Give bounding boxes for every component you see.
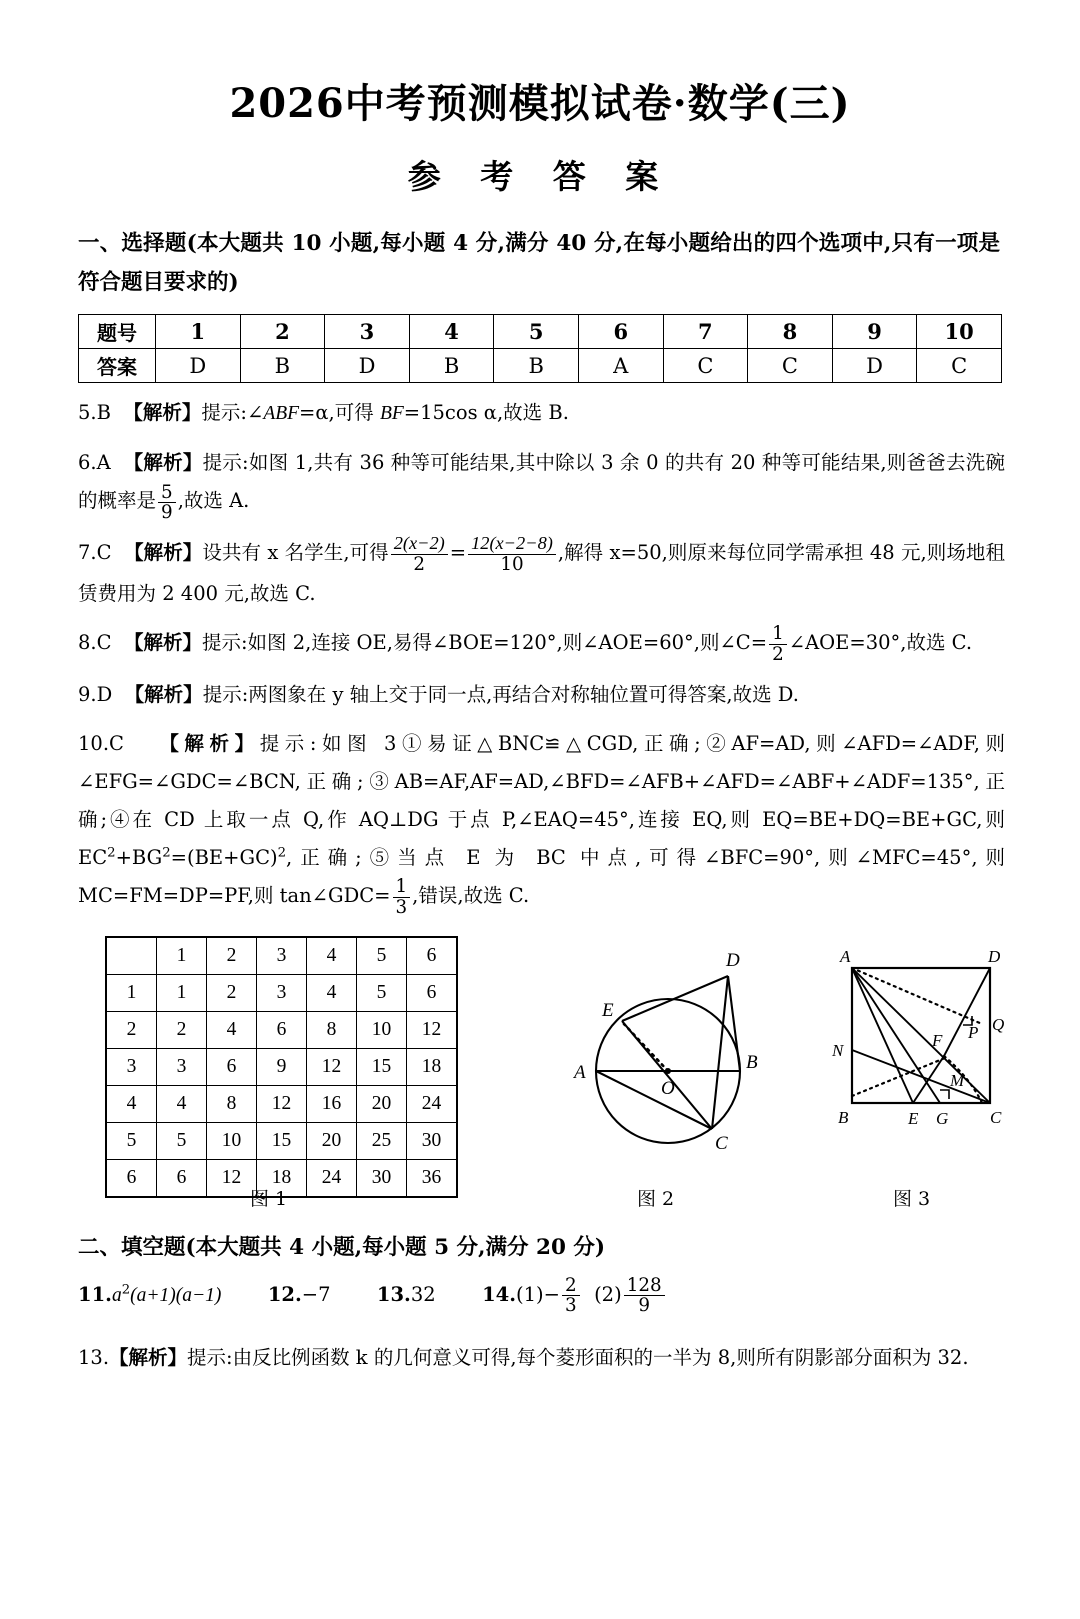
question-number-cell: 8 (748, 315, 833, 349)
mul-cell-header: 1 (157, 937, 207, 975)
table-row (106, 1048, 457, 1085)
question-number-cell: 10 (917, 315, 1002, 349)
mul-cell: 2 (207, 974, 257, 1011)
fraction-denominator: 9 (158, 502, 176, 522)
answer-13-value: 32 (410, 1282, 436, 1306)
explanation-7-tag: 【解析】 (124, 541, 203, 565)
answer-cell: C (663, 349, 748, 383)
mul-cell: 1 (157, 974, 207, 1011)
mul-cell: 3 (257, 974, 307, 1011)
center-point-O (665, 1068, 671, 1074)
answer-cell: C (917, 349, 1002, 383)
fraction-denominator: 3 (562, 1295, 580, 1315)
row-label-answer: 答案 (79, 349, 156, 383)
explanation-10-part1: 提示:如图 3①易证△BNC≌△CGD,正确;②AF=AD,则∠AFD=∠ADF,则∠EFG=∠GDC=∠BCN,正确;③AB=AF,AF=AD,∠BFD=∠AFB+∠AFD=∠ABF+∠ADF=135°,正确;④在 CD 上取一点 Q,作 AQ⊥DG 于点 P,∠EAQ=45°,连接 EQ,则 EQ=BE+DQ=BE+GC,则 EC (78, 731, 1005, 869)
label-F: F (932, 1030, 943, 1050)
answer-key-table (78, 314, 1002, 383)
question-number-cell: 3 (325, 315, 410, 349)
mul-cell-rowhead: 5 (106, 1122, 157, 1159)
mul-cell: 3 (157, 1048, 207, 1085)
mul-cell: 18 (407, 1048, 458, 1085)
explanation-10-sup2: 2 (162, 845, 171, 861)
explanation-10-sup1: 2 (107, 845, 116, 861)
answer-12-value: −7 (301, 1282, 331, 1306)
figure-3-caption: 图 3 (893, 1187, 931, 1210)
section-one-heading: 一、选择题(本大题共 10 小题,每小题 4 分,满分 40 分,在每小题给出的四个选项中,只有一项是符合题目要求的) (78, 231, 1000, 296)
explanation-item-8: 8.C 【解析】提示:如图 2,连接 OE,易得∠BOE=120°,则∠AOE=60°,则∠C= $\frac{1}{2}$ ∠AOE=30°,故选 C. (78, 623, 973, 665)
explanation-7-tail: ,解得 x=50,则原来每位同学需承担 48 元,则场地租赁费用为 2 400 元,故选 C. (78, 541, 1005, 605)
explanation-6-tag: 【解析】 (123, 451, 203, 475)
label-E: E (602, 999, 614, 1021)
explanation-7-lead: 设共有 x 名学生,可得 (202, 541, 389, 565)
mul-cell: 4 (157, 1085, 207, 1122)
figure-1-caption: 图 1 (250, 1187, 288, 1210)
segment-DB (728, 976, 740, 1071)
label-D: D (988, 946, 1001, 966)
label-N: N (832, 1040, 844, 1060)
row-label-question: 题号 (79, 315, 156, 349)
mul-cell: 6 (157, 1159, 207, 1197)
answer-key-table-wrapper (78, 314, 1002, 383)
explanation-13-number: 13. (78, 1345, 110, 1369)
mul-cell-header: 5 (357, 937, 407, 975)
mul-cell: 15 (357, 1048, 407, 1085)
answer-14-number: 14. (482, 1282, 517, 1306)
fraction-numerator: 128 (626, 1275, 662, 1297)
answer-cell: C (748, 349, 833, 383)
figure-2-circle-diagram (560, 936, 810, 1176)
explanation-10-part4: ,正确;⑤当点 E 为 BC 中点,可得∠BFC=90°,则∠MFC=45°,则 MC=FM=DP=PF,则 tan∠GDC= (78, 845, 1005, 907)
mul-cell: 30 (357, 1159, 407, 1197)
figure-3-square-diagram (820, 938, 1050, 1173)
mul-cell: 12 (257, 1085, 307, 1122)
label-O: O (661, 1077, 675, 1099)
multiplication-table (105, 936, 458, 1198)
figures-row (0, 932, 1080, 1222)
answer-11-rest: (a+1)(a−1) (130, 1284, 222, 1306)
label-Q: Q (992, 1014, 1005, 1034)
question-number-cell: 6 (578, 315, 663, 349)
question-number-cell: 9 (832, 315, 917, 349)
mul-cell: 18 (257, 1159, 307, 1197)
table-row (106, 1011, 457, 1048)
mul-cell-rowhead: 3 (106, 1048, 157, 1085)
table-row (106, 1122, 457, 1159)
table-row-question-numbers (79, 315, 1002, 349)
explanation-8-tail: ∠AOE=30°,故选 C. (788, 630, 973, 654)
explanation-item-9: 9.D 【解析】提示:两图象在 y 轴上交于同一点,再结合对称轴位置可得答案,故选 D. (78, 682, 799, 706)
right-angle-mark-G (940, 1090, 949, 1099)
label-C: C (715, 1132, 728, 1154)
fraction-numerator: 1 (395, 876, 408, 898)
mul-cell: 4 (207, 1011, 257, 1048)
mul-cell: 16 (307, 1085, 357, 1122)
figure-2-svg (560, 936, 810, 1176)
segment-EF (913, 1056, 944, 1103)
fraction-numerator: 2(x−2) (393, 533, 445, 554)
answer-cell: B (494, 349, 579, 383)
explanation-5-p4: =15cos α,故选 B. (403, 401, 569, 425)
label-B: B (746, 1051, 758, 1073)
explanation-5-p0: 提示:∠ (201, 401, 264, 425)
fraction-numerator: 5 (161, 481, 173, 503)
explanation-item-10: 10.C 【解析】提示:如图 3①易证△BNC≌△CGD,正确;②AF=AD,则∠AFD=∠ADF,则∠EFG=∠GDC=∠BCN,正确;③AB=AF,AF=AD,∠BFD=∠AFB+∠AFD=∠ABF+∠ADF=135°,正确;④在 CD 上取一点 Q,作 AQ⊥DG 于点 P,∠EAQ=45°,连接 EQ,则 EQ=BE+DQ=BE+GC,则 $EC^2+BG^2=(BE+GC)^2$,正确;⑤当点 E 为 BC 中点,可得∠BFC=90°,则∠MFC=45°,则 MC=FM=DP=PF,则 tan∠GDC= $\frac{1}{3}$ ,错误,故选 C. (78, 731, 1005, 918)
segment-NC (852, 1050, 990, 1103)
fraction-numerator: 2 (565, 1275, 577, 1297)
fraction-two-thirds (562, 1276, 580, 1316)
fraction-right-equation (468, 534, 556, 574)
fraction-numerator: 12(x−2−8) (471, 533, 553, 554)
label-A: A (840, 946, 851, 966)
mul-cell-header: 6 (407, 937, 458, 975)
mul-cell: 8 (207, 1085, 257, 1122)
explanation-9-text: 提示:两图象在 y 轴上交于同一点,再结合对称轴位置可得答案,故选 D. (202, 682, 799, 706)
mul-cell: 5 (157, 1122, 207, 1159)
answer-14-part2-label: (2) (594, 1282, 622, 1306)
answer-cell: D (156, 349, 241, 383)
mul-cell-header: 3 (257, 937, 307, 975)
answer-cell: D (832, 349, 917, 383)
fraction-denominator: 9 (624, 1295, 665, 1315)
fraction-numerator: 1 (772, 623, 784, 645)
explanation-10-part5: ,错误,故选 C. (412, 883, 530, 907)
explanation-10-part3: =(BE+GC) (170, 845, 278, 869)
mul-cell: 24 (307, 1159, 357, 1197)
mul-cell: 6 (257, 1011, 307, 1048)
answer-key-page (0, 72, 1080, 1619)
explanation-item-13 (78, 1339, 1005, 1377)
fraction-denominator: 2 (391, 554, 448, 574)
fraction-five-ninths (158, 483, 176, 523)
mul-cell: 5 (357, 974, 407, 1011)
mul-cell: 4 (307, 974, 357, 1011)
table-row (106, 1085, 457, 1122)
question-number-cell: 7 (663, 315, 748, 349)
explanation-item-5: 5.B 【解析】提示:∠ABF=α,可得 BF=15cos α,故选 B. (78, 401, 569, 425)
label-D: D (726, 949, 740, 971)
mul-cell: 6 (407, 974, 458, 1011)
explanation-13-tag: 【解析】 (109, 1345, 188, 1369)
fraction-denominator: 3 (393, 897, 411, 917)
section-two-heading: 二、填空题(本大题共 4 小题,每小题 5 分,满分 20 分) (78, 1234, 606, 1260)
explanation-5-tag: 【解析】 (123, 401, 202, 425)
explanation-8-tag: 【解析】 (123, 630, 202, 654)
explanation-10-number: 10 (78, 731, 103, 755)
answer-cell: B (409, 349, 494, 383)
fraction-one-third (393, 877, 411, 917)
explanation-5-p1: ABF (263, 403, 300, 425)
label-M: M (950, 1070, 965, 1090)
fraction-denominator: 2 (769, 644, 787, 664)
mul-cell: 10 (357, 1011, 407, 1048)
segment-AQ-dashed (852, 968, 982, 1024)
explanation-7-equals: = (449, 541, 467, 565)
mul-cell: 12 (207, 1159, 257, 1197)
explanation-8-lead: 提示:如图 2,连接 OE,易得∠BOE=120°,则∠AOE=60°,则∠C= (201, 630, 768, 654)
label-B: B (838, 1107, 849, 1127)
answer-11-exponent: 2 (121, 1282, 131, 1298)
explanation-8-number: 8 (78, 630, 91, 654)
fraction-128-ninths (624, 1276, 665, 1316)
question-number-cell: 4 (409, 315, 494, 349)
mul-cell: 9 (257, 1048, 307, 1085)
label-C: C (990, 1107, 1002, 1127)
mul-cell: 6 (207, 1048, 257, 1085)
explanation-8-choice: C (96, 630, 112, 654)
explanation-5-number: 5 (78, 401, 91, 425)
segment-EC (622, 1021, 712, 1129)
mul-cell: 36 (407, 1159, 458, 1197)
fraction-one-half (769, 624, 787, 664)
label-G: G (936, 1108, 949, 1128)
segment-FD (944, 968, 990, 1056)
explanation-6-choice: A (96, 451, 111, 475)
segment-DC (712, 976, 728, 1129)
explanation-7-choice: C (96, 541, 112, 565)
mul-cell-rowhead: 2 (106, 1011, 157, 1048)
answer-11-base: a (111, 1284, 122, 1306)
fraction-left-equation (391, 534, 448, 574)
page-subtitle: 参 考 答 案 (407, 157, 673, 196)
explanation-6-number: 6 (78, 451, 91, 475)
question-number-cell: 2 (240, 315, 325, 349)
figure-1-multiplication-table (105, 936, 458, 1198)
explanation-item-7: 7.C 【解析】设共有 x 名学生,可得 $\frac{2(x-2)}{2}$ = $\frac{12(x-2-8)}{10}$ ,解得 x=50,则原来每位同学需承担 48 元,则场地租赁费用为 2 400 元,故选 C. (78, 533, 1005, 605)
explanation-9-tag: 【解析】 (124, 682, 203, 706)
segment-AC (596, 1071, 712, 1129)
explanation-10-part2: +BG (115, 845, 163, 869)
label-E: E (908, 1108, 919, 1128)
mul-cell: 12 (407, 1011, 458, 1048)
mul-cell: 10 (207, 1122, 257, 1159)
explanation-item-6: 6.A 【解析】提示:如图 1,共有 36 种等可能结果,其中除以 3 余 0 的共有 20 种等可能结果,则爸爸去洗碗的概率是 $\frac{5}{9}$ ,故选 A. (78, 451, 1005, 524)
answer-12-number: 12. (267, 1282, 302, 1306)
table-row (106, 937, 457, 975)
answer-cell: A (578, 349, 663, 383)
segment-OE-dashed (624, 1024, 668, 1071)
answer-11-number: 11. (78, 1282, 112, 1306)
mul-cell: 2 (157, 1011, 207, 1048)
explanation-5-choice: B (96, 401, 111, 425)
mul-cell-header: 4 (307, 937, 357, 975)
answer-14-part1-label: (1) (516, 1282, 544, 1306)
explanation-5-p2: =α,可得 (299, 401, 380, 425)
explanation-7-number: 7 (78, 541, 91, 565)
mul-cell: 8 (307, 1011, 357, 1048)
explanation-5-p3: BF (379, 403, 404, 425)
table-row-answers (79, 349, 1002, 383)
answer-14-part1-sign: − (543, 1282, 560, 1306)
label-A: A (574, 1061, 586, 1083)
explanation-13-text: 提示:由反比例函数 k 的几何意义可得,每个菱形面积的一半为 8,则所有阴影部分面积为 32. (187, 1345, 969, 1369)
explanation-10-sup3: 2 (277, 845, 287, 861)
question-number-cell: 1 (156, 315, 241, 349)
table-row (106, 974, 457, 1011)
figure-2-caption: 图 2 (637, 1187, 675, 1210)
explanation-6-tail: ,故选 A. (177, 489, 250, 513)
fraction-denominator: 10 (468, 554, 556, 574)
page-title: 2026中考预测模拟试卷·数学(三) (229, 80, 851, 127)
answer-cell: D (325, 349, 410, 383)
mul-cell-rowhead: 4 (106, 1085, 157, 1122)
mul-cell-rowhead: 1 (106, 974, 157, 1011)
mul-cell: 20 (357, 1085, 407, 1122)
explanation-6-lead: 提示:如图 1,共有 36 种等可能结果,其中除以 3 余 0 的共有 20 种等可能结果,则爸爸去洗碗的概率是 (78, 451, 1005, 513)
question-number-cell: 5 (494, 315, 579, 349)
explanation-9-choice: D (96, 682, 113, 706)
fill-in-answers-line (78, 1275, 1002, 1317)
mul-cell: 24 (407, 1085, 458, 1122)
mul-cell-corner (106, 937, 157, 975)
figure-3-svg (820, 938, 1050, 1173)
answer-cell: B (240, 349, 325, 383)
mul-cell: 15 (257, 1122, 307, 1159)
mul-cell: 30 (407, 1122, 458, 1159)
explanation-10-tag: 【解析】 (159, 731, 260, 755)
mul-cell: 12 (307, 1048, 357, 1085)
mul-cell: 25 (357, 1122, 407, 1159)
explanation-10-choice: C (109, 731, 124, 755)
mul-cell-header: 2 (207, 937, 257, 975)
label-P: P (968, 1022, 979, 1042)
explanation-9-number: 9 (78, 682, 91, 706)
answer-13-number: 13. (376, 1282, 411, 1306)
mul-cell: 20 (307, 1122, 357, 1159)
mul-cell-rowhead: 6 (106, 1159, 157, 1197)
